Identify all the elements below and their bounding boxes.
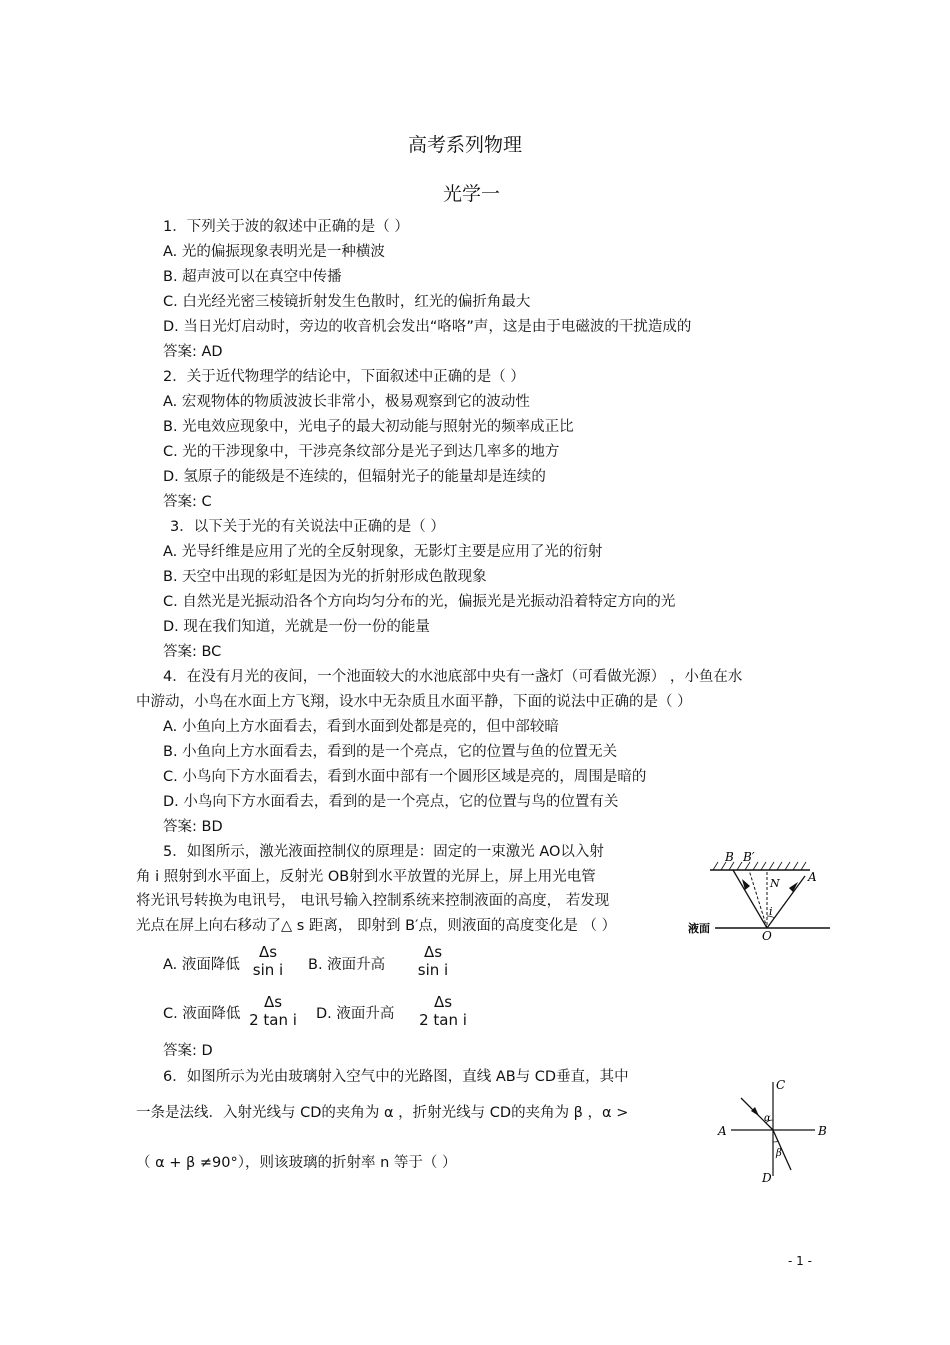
label-o: O [762, 929, 772, 943]
q5-option-c-label: C. 液面降低 [163, 1006, 241, 1022]
page-subtitle: 光学一 [443, 183, 501, 205]
q3-option-b: B. 天空中出现的彩虹是因为光的折射形成色散现象 [163, 569, 487, 585]
fraction-denominator: 2 tan i [419, 1011, 467, 1029]
label-a: A [718, 1124, 727, 1138]
q3-stem: 3．以下关于光的有关说法中正确的是（ ） [170, 519, 445, 535]
q3-option-c: C. 自然光是光振动沿各个方向均匀分布的光，偏振光是光振动沿着特定方向的光 [163, 594, 676, 610]
q2-option-d: D. 氢原子的能级是不连续的，但辐射光子的能量却是连续的 [163, 469, 546, 485]
reflected-ray [733, 870, 767, 928]
q4-answer: 答案: BD [163, 819, 223, 835]
q3-answer: 答案: BC [163, 644, 222, 660]
q2-stem: 2．关于近代物理学的结论中，下面叙述中正确的是（ ） [163, 369, 525, 385]
q6-stem-line-2: 一条是法线．入射光线与 CD的夹角为 α ，折射光线与 CD的夹角为 β ，α > [136, 1105, 629, 1121]
label-b: B [818, 1124, 827, 1138]
fraction-numerator: Δs [258, 943, 278, 961]
q1-option-d: D. 当日光灯启动时，旁边的收音机会发出“咯咯”声，这是由于电磁波的干扰造成的 [163, 319, 692, 335]
beta-arc [773, 1141, 778, 1142]
q5-stem-line-2: 角 i 照射到水平面上，反射光 OB射到水平放置的光屏上，屏上用光电管 [136, 869, 596, 885]
label-b: B [725, 850, 734, 864]
page-title: 高考系列物理 [408, 134, 523, 156]
q2-answer: 答案: C [163, 494, 212, 510]
q4-option-d: D. 小鸟向下方水面看去，看到的是一个亮点，它的位置与鸟的位置有关 [163, 794, 619, 810]
q5-option-d-fraction [418, 993, 468, 1029]
q2-option-c: C. 光的干涉现象中，干涉亮条纹部分是光子到达几率多的地方 [163, 444, 560, 460]
label-a: A [808, 870, 817, 884]
q5-stem-line-3: 将光讯号转换为电讯号， 电讯号输入控制系统来控制液面的高度， 若发现 [136, 893, 610, 909]
fraction-denominator: sin i [417, 961, 449, 979]
q6-stem-line-1: 6．如图所示为光由玻璃射入空气中的光路图，直线 AB与 CD垂直，其中 [163, 1069, 629, 1085]
q4-option-c: C. 小鸟向下方水面看去，看到水面中部有一个圆形区域是亮的，周围是暗的 [163, 769, 647, 785]
q1-option-a: A. 光的偏振现象表明光是一种横波 [163, 244, 385, 260]
fraction-numerator: Δs [263, 993, 283, 1011]
q5-option-d-label: D. 液面升高 [316, 1006, 395, 1022]
q5-stem-line-1: 5．如图所示，激光液面控制仪的原理是：固定的一束激光 AO以入射 [163, 844, 604, 860]
q4-option-a: A. 小鱼向上方水面看去，看到水面到处都是亮的，但中部较暗 [163, 719, 559, 735]
q5-option-b-label: B. 液面升高 [308, 957, 386, 973]
q4-stem-line-1: 4．在没有月光的夜间，一个池面较大的水池底部中央有一盏灯（可看做光源） ，小鱼在水 [163, 669, 743, 685]
fraction-numerator: Δs [433, 993, 453, 1011]
q5-option-b-fraction [413, 943, 453, 979]
label-n: N [770, 877, 780, 890]
q5-option-a-fraction [248, 943, 288, 979]
q6-figure [715, 1078, 835, 1186]
q1-option-c: C. 白光经光密三棱镜折射发生色散时，红光的偏折角最大 [163, 294, 531, 310]
label-i: i [769, 905, 773, 918]
q5-figure [685, 848, 835, 943]
q5-option-a-label: A. 液面降低 [163, 957, 240, 973]
q3-option-d: D. 现在我们知道，光就是一份一份的能量 [163, 619, 430, 635]
page-number: - 1 - [788, 1254, 812, 1268]
q1-answer: 答案: AD [163, 344, 223, 360]
label-surface: 液面 [688, 922, 710, 935]
label-c: C [776, 1078, 786, 1092]
fraction-denominator: sin i [252, 961, 284, 979]
label-b-prime: B′ [743, 850, 755, 864]
q2-option-b: B. 光电效应现象中，光电子的最大初动能与照射光的频率成正比 [163, 419, 574, 435]
q1-option-b: B. 超声波可以在真空中传播 [163, 269, 342, 285]
q2-option-a: A. 宏观物体的物质波波长非常小，极易观察到它的波动性 [163, 394, 530, 410]
q5-stem-line-4: 光点在屏上向右移动了△ s 距离， 即射到 B′点，则液面的高度变化是 （ ） [136, 918, 617, 934]
label-beta: β [776, 1148, 782, 1159]
q5-option-c-fraction [248, 993, 298, 1029]
q4-option-b: B. 小鱼向上方水面看去，看到的是一个亮点，它的位置与鱼的位置无关 [163, 744, 618, 760]
label-alpha: α [764, 1113, 771, 1124]
q3-option-a: A. 光导纤维是应用了光的全反射现象，无影灯主要是应用了光的衍射 [163, 544, 603, 560]
fraction-numerator: Δs [423, 943, 443, 961]
q6-stem-line-3: （ α + β ≠90°），则该玻璃的折射率 n 等于（ ） [136, 1155, 457, 1171]
q1-stem: 1．下列关于波的叙述中正确的是（ ） [163, 219, 409, 235]
shifted-reflected-ray [749, 870, 767, 928]
q4-stem-line-2: 中游动，小鸟在水面上方飞翔，设水中无杂质且水面平静，下面的说法中正确的是（ ） [136, 694, 692, 710]
q5-answer: 答案: D [163, 1043, 213, 1059]
fraction-denominator: 2 tan i [249, 1011, 297, 1029]
label-d: D [762, 1171, 772, 1185]
